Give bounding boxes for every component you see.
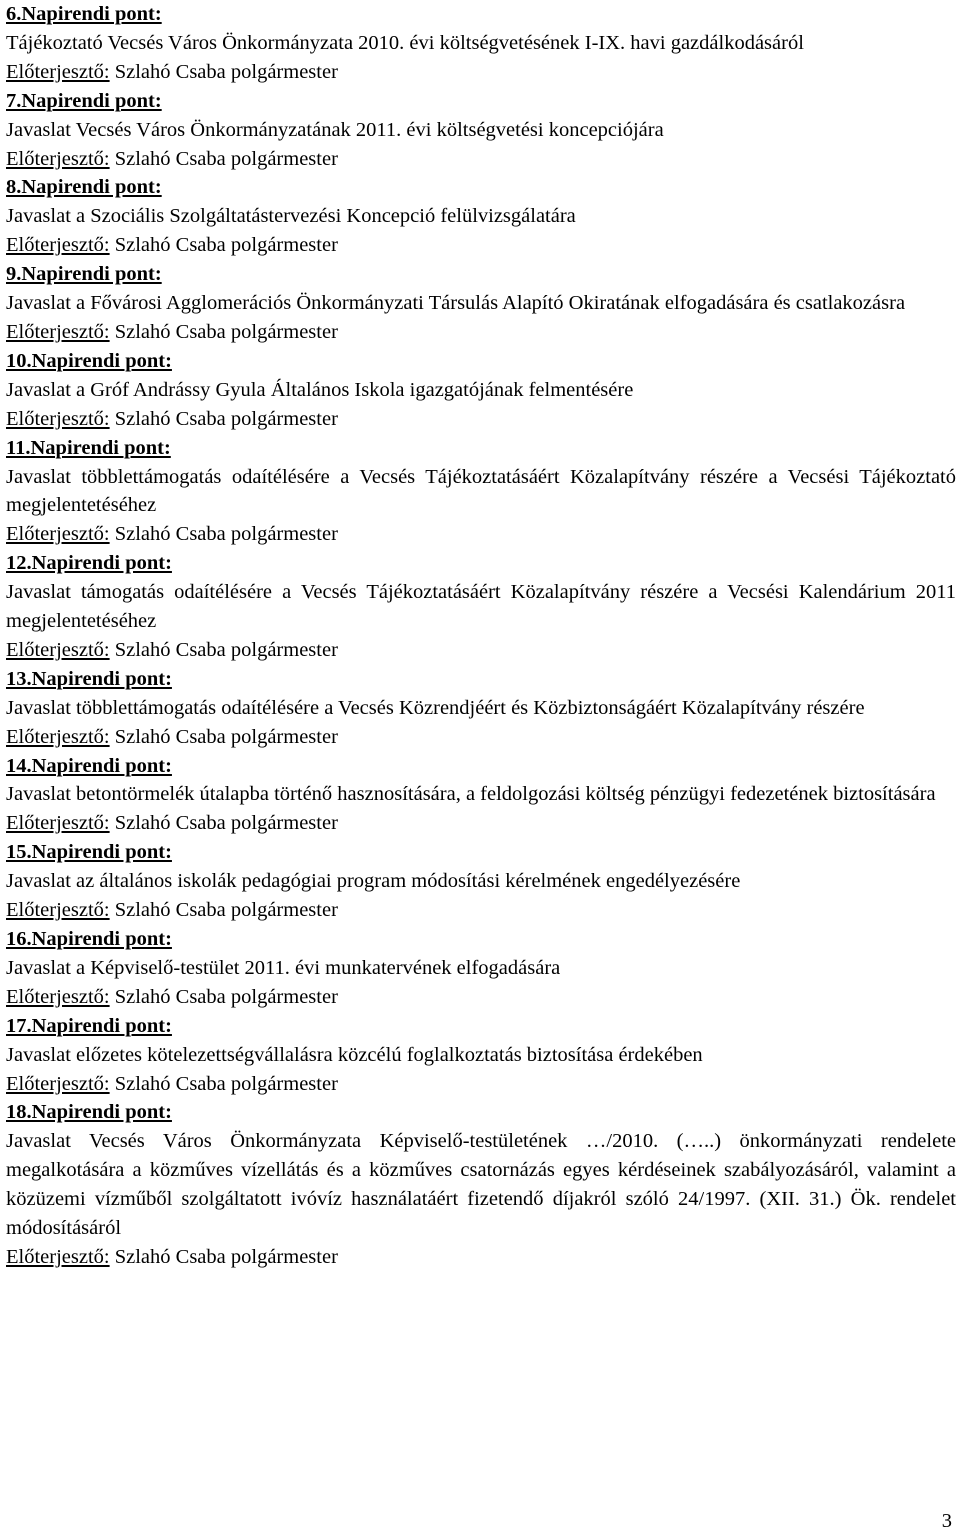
agenda-heading: 17.Napirendi pont:: [6, 1014, 172, 1037]
agenda-presenter-line: [6, 1070, 956, 1099]
agenda-item-9: [6, 260, 956, 347]
agenda-heading: 9.Napirendi pont:: [6, 263, 162, 286]
presenter-label: Előterjesztő:: [6, 234, 110, 257]
agenda-title: Javaslat a Képviselő-testület 2011. évi munkatervének elfogadására: [6, 956, 561, 979]
agenda-title: Javaslat az általános iskolák pedagógiai program módosítási kérelmének engedélyezésére: [6, 870, 741, 893]
agenda-item-6: [6, 0, 956, 87]
agenda-item-12: [6, 549, 956, 665]
agenda-title: Javaslat a Fővárosi Agglomerációs Önkormányzati Társulás Alapító Okiratának elfogadására és csatlakozásra: [6, 292, 906, 315]
agenda-heading: 11.Napirendi pont:: [6, 436, 171, 459]
presenter-label: Előterjesztő:: [6, 985, 110, 1008]
presenter-name: Szlahó Csaba polgármester: [109, 523, 338, 546]
presenter-name: Szlahó Csaba polgármester: [109, 638, 338, 661]
presenter-name: Szlahó Csaba polgármester: [109, 812, 338, 835]
agenda-item-15: [6, 838, 956, 925]
agenda-presenter-line: [6, 231, 956, 260]
agenda-heading: 6.Napirendi pont:: [6, 3, 162, 25]
agenda-presenter-line: [6, 145, 956, 174]
agenda-item-18: [6, 1098, 956, 1271]
presenter-label: Előterjesztő:: [6, 407, 110, 430]
agenda-presenter-line: [6, 809, 956, 838]
presenter-label: Előterjesztő:: [6, 725, 110, 748]
agenda-heading: 7.Napirendi pont:: [6, 89, 162, 112]
agenda-heading: 15.Napirendi pont:: [6, 841, 172, 864]
agenda-title: Javaslat a Szociális Szolgáltatástervezési Koncepció felülvizsgálatára: [6, 205, 576, 228]
agenda-title: Javaslat támogatás odaítélésére a Vecsés Tájékoztatásáért Közalapítvány részére a Vecsési Kalendárium 2011 megjelentetéséhez: [6, 581, 956, 633]
presenter-name: Szlahó Csaba polgármester: [109, 60, 338, 83]
presenter-name: Szlahó Csaba polgármester: [109, 320, 338, 343]
agenda-item-10: [6, 347, 956, 434]
presenter-label: Előterjesztő:: [6, 60, 110, 83]
presenter-name: Szlahó Csaba polgármester: [109, 407, 338, 430]
agenda-title: Javaslat a Gróf Andrássy Gyula Általános Iskola igazgatójának felmentésére: [6, 378, 634, 401]
agenda-presenter-line: [6, 896, 956, 925]
agenda-presenter-line: [6, 723, 956, 752]
presenter-name: Szlahó Csaba polgármester: [109, 147, 338, 170]
agenda-title: Javaslat betontörmelék útalapba történő hasznosítására, a feldolgozási költség pénzügyi fedezetének biztosítására: [6, 783, 936, 806]
presenter-label: Előterjesztő:: [6, 638, 110, 661]
presenter-name: Szlahó Csaba polgármester: [109, 725, 338, 748]
presenter-label: Előterjesztő:: [6, 320, 110, 343]
agenda-presenter-line: [6, 1243, 956, 1272]
presenter-name: Szlahó Csaba polgármester: [109, 1245, 338, 1268]
presenter-name: Szlahó Csaba polgármester: [109, 899, 338, 922]
presenter-label: Előterjesztő:: [6, 1245, 110, 1268]
presenter-name: Szlahó Csaba polgármester: [109, 234, 338, 257]
agenda-presenter-line: [6, 636, 956, 665]
agenda-presenter-line: [6, 520, 956, 549]
agenda-presenter-line: [6, 318, 956, 347]
agenda-item-7: [6, 87, 956, 174]
agenda-presenter-line: [6, 58, 956, 87]
agenda-title: Javaslat többlettámogatás odaítélésére a Vecsés Közrendjéért és Közbiztonságáért Közalapítvány részére: [6, 696, 865, 719]
agenda-presenter-line: [6, 983, 956, 1012]
presenter-name: Szlahó Csaba polgármester: [109, 1072, 338, 1095]
presenter-label: Előterjesztő:: [6, 899, 110, 922]
presenter-name: Szlahó Csaba polgármester: [109, 985, 338, 1008]
agenda-heading: 16.Napirendi pont:: [6, 928, 172, 950]
agenda-heading: 18.Napirendi pont:: [6, 1101, 172, 1124]
agenda-title: Javaslat előzetes kötelezettségvállalásra közcélú foglalkoztatás biztosítása érdekében: [6, 1043, 703, 1066]
presenter-label: Előterjesztő:: [6, 1072, 110, 1095]
agenda-title: Javaslat Vecsés Város Önkormányzata Képviselő-testületének …/2010. (…..) önkormányzati rendelete megalkotására a közműves vízellátás és a közműves csatornázás egyes kérdéseinek szabályozásáról, valamint a közüzemi vízműből szolgáltatott ivóvíz használatáért fizetendő díjakról szóló 24/1997. (XII. 31.) Ök. rendelet módosításáról: [6, 1130, 956, 1240]
agenda-heading: 12.Napirendi pont:: [6, 552, 172, 575]
agenda-heading: 13.Napirendi pont:: [6, 667, 172, 690]
agenda-item-8: [6, 173, 956, 260]
agenda-heading: 10.Napirendi pont:: [6, 349, 172, 372]
agenda-item-16: [6, 925, 956, 1012]
page-number: 3: [941, 1510, 952, 1532]
agenda-heading: 8.Napirendi pont:: [6, 176, 162, 199]
agenda-heading: 14.Napirendi pont:: [6, 754, 172, 777]
agenda-presenter-line: [6, 405, 956, 434]
agenda-item-11: [6, 434, 956, 550]
presenter-label: Előterjesztő:: [6, 812, 110, 835]
agenda-title: Javaslat Vecsés Város Önkormányzatának 2011. évi költségvetési koncepciójára: [6, 118, 664, 141]
agenda-title: Tájékoztató Vecsés Város Önkormányzata 2010. évi költségvetésének I-IX. havi gazdálkodásáról: [6, 31, 804, 54]
document-page: [6, 0, 956, 1272]
agenda-item-17: [6, 1012, 956, 1099]
presenter-label: Előterjesztő:: [6, 147, 110, 170]
agenda-item-14: [6, 752, 956, 839]
agenda-title: Javaslat többlettámogatás odaítélésére a Vecsés Tájékoztatásáért Közalapítvány részére a Vecsési Tájékoztató megjelentetéséhez: [6, 465, 956, 517]
presenter-label: Előterjesztő:: [6, 523, 110, 546]
agenda-item-13: [6, 665, 956, 752]
